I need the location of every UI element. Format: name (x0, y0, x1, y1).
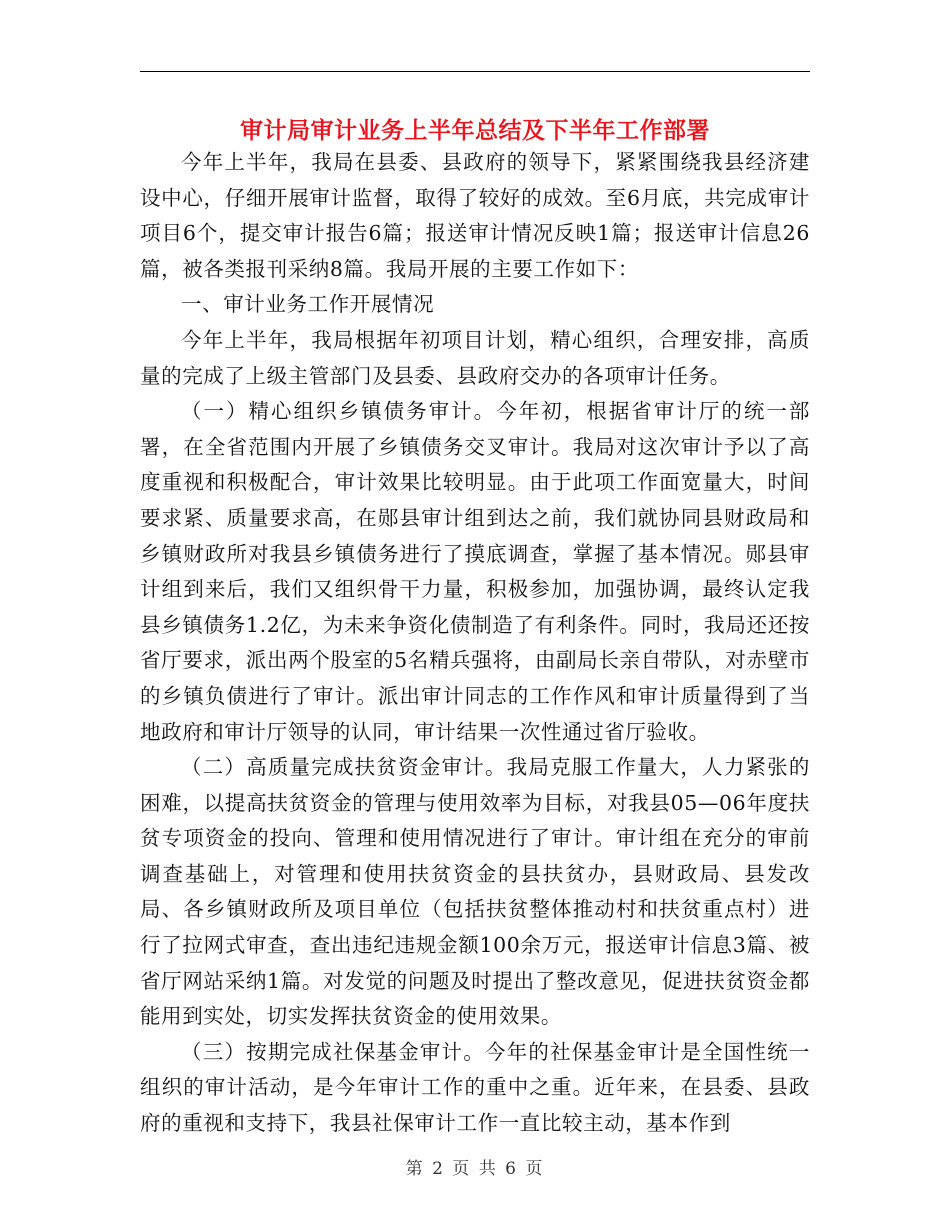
page-number: 第 2 页 共 6 页 (405, 1159, 545, 1179)
paragraph-township-debt-audit: （一）精心组织乡镇债务审计。今年初，根据省审计厅的统一部署，在全省范围内开展了乡镇债务交叉审计。我局对这次审计予以了高度重视和积极配合，审计效果比较明显。由于此项工作面宽量大，时间要求紧、质量要求高，在郧县审计组到达之前，我们就协同县财政局和乡镇财政所对我县乡镇债务进行了摸底调查，掌握了基本情况。郧县审计组到来后，我们又组织骨干力量，积极参加，加强协调，最终认定我县乡镇债务1.2亿，为未来争资化债制造了有利条件。同时，我局还还按省厅要求，派出两个股室的5名精兵强将，由副局长亲自带队，对赤壁市的乡镇负债进行了审计。派出审计同志的工作作风和审计质量得到了当地政府和审计厅领导的认同，审计结果一次性通过省厅验收。 (140, 399, 810, 744)
document-body (140, 145, 810, 1142)
paragraph-social-security-audit: （三）按期完成社保基金审计。今年的社保基金审计是全国性统一组织的审计活动，是今年审计工作的重中之重。近年来，在县委、县政府的重视和支持下，我县社保审计工作一直比较主动，基本作到 (140, 1039, 810, 1136)
paragraph-intro: 今年上半年，我局在县委、县政府的领导下，紧紧围绕我县经济建设中心，仔细开展审计监督，取得了较好的成效。至6月底，共完成审计项目6个，提交审计报告6篇；报送审计情况反映1篇；报送审计信息26篇，被各类报刊采纳8篇。我局开展的主要工作如下： (140, 150, 810, 281)
section-heading-1: 一、审计业务工作开展情况 (181, 292, 435, 317)
document-title: 审计局审计业务上半年总结及下半年工作部署 (240, 117, 710, 144)
header-rule (140, 71, 810, 72)
paragraph-poverty-fund-audit: （二）高质量完成扶贫资金审计。我局克服工作量大，人力紧张的困难，以提高扶贫资金的管理与使用效率为目标，对我县05—06年度扶贫专项资金的投向、管理和使用情况进行了审计。审计组在充分的审前调查基础上，对管理和使用扶贫资金的县扶贫办，县财政局、县发改局、各乡镇财政所及项目单位（包括扶贫整体推动村和扶贫重点村）进行了拉网式审查，查出违纪违规金额100余万元，报送审计信息3篇、被省厅网站采纳1篇。对发觉的问题及时提出了整改意见，促进扶贫资金都能用到实处，切实发挥扶贫资金的使用效果。 (140, 755, 810, 1029)
paragraph-section-1-summary: 今年上半年，我局根据年初项目计划，精心组织，合理安排，高质量的完成了上级主管部门及县委、县政府交办的各项审计任务。 (140, 327, 810, 388)
